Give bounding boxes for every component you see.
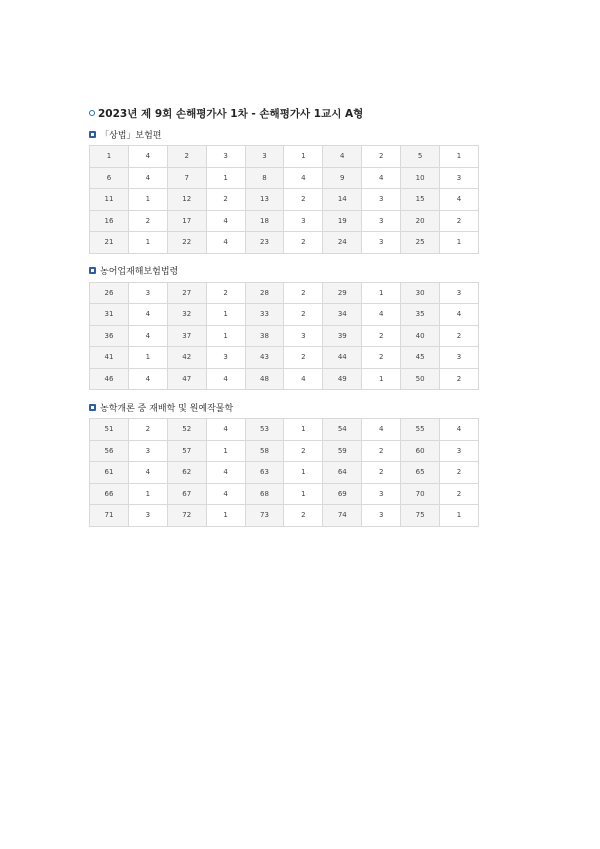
answer-cell: 4 xyxy=(128,146,167,168)
table-row xyxy=(90,483,479,505)
table-row xyxy=(90,282,479,304)
answer-cell: 3 xyxy=(440,167,479,189)
answer-cell: 2 xyxy=(284,505,323,527)
question-number-cell: 12 xyxy=(167,189,206,211)
answer-cell: 1 xyxy=(206,440,245,462)
square-bullet-icon xyxy=(89,404,96,411)
table-row xyxy=(90,167,479,189)
answer-cell: 4 xyxy=(128,368,167,390)
question-number-cell: 7 xyxy=(167,167,206,189)
question-number-cell: 35 xyxy=(401,304,440,326)
question-number-cell: 33 xyxy=(245,304,284,326)
answer-cell: 1 xyxy=(128,483,167,505)
answer-cell: 4 xyxy=(128,304,167,326)
table-row xyxy=(90,210,479,232)
question-number-cell: 20 xyxy=(401,210,440,232)
answer-cell: 1 xyxy=(362,368,401,390)
question-number-cell: 6 xyxy=(90,167,129,189)
question-number-cell: 21 xyxy=(90,232,129,254)
question-number-cell: 13 xyxy=(245,189,284,211)
answer-cell: 3 xyxy=(206,146,245,168)
question-number-cell: 48 xyxy=(245,368,284,390)
table-row xyxy=(90,232,479,254)
question-number-cell: 50 xyxy=(401,368,440,390)
table-row xyxy=(90,304,479,326)
table-row xyxy=(90,462,479,484)
answer-table-commercial-law xyxy=(89,145,479,254)
answer-cell: 4 xyxy=(206,368,245,390)
question-number-cell: 42 xyxy=(167,347,206,369)
question-number-cell: 34 xyxy=(323,304,362,326)
answer-cell: 1 xyxy=(206,505,245,527)
answer-cell: 2 xyxy=(440,483,479,505)
question-number-cell: 41 xyxy=(90,347,129,369)
question-number-cell: 27 xyxy=(167,282,206,304)
question-number-cell: 65 xyxy=(401,462,440,484)
question-number-cell: 63 xyxy=(245,462,284,484)
answer-cell: 1 xyxy=(440,232,479,254)
answer-cell: 4 xyxy=(128,462,167,484)
question-number-cell: 30 xyxy=(401,282,440,304)
question-number-cell: 37 xyxy=(167,325,206,347)
question-number-cell: 40 xyxy=(401,325,440,347)
question-number-cell: 15 xyxy=(401,189,440,211)
answer-cell: 1 xyxy=(440,146,479,168)
answer-cell: 3 xyxy=(440,440,479,462)
question-number-cell: 5 xyxy=(401,146,440,168)
answer-cell: 1 xyxy=(284,483,323,505)
question-number-cell: 71 xyxy=(90,505,129,527)
question-number-cell: 26 xyxy=(90,282,129,304)
square-bullet-icon xyxy=(89,131,96,138)
question-number-cell: 69 xyxy=(323,483,362,505)
answer-cell: 1 xyxy=(128,189,167,211)
answer-cell: 3 xyxy=(128,440,167,462)
answer-cell: 2 xyxy=(128,419,167,441)
question-number-cell: 54 xyxy=(323,419,362,441)
answer-cell: 2 xyxy=(284,347,323,369)
question-number-cell: 4 xyxy=(323,146,362,168)
question-number-cell: 10 xyxy=(401,167,440,189)
question-number-cell: 64 xyxy=(323,462,362,484)
answer-cell: 4 xyxy=(440,304,479,326)
question-number-cell: 38 xyxy=(245,325,284,347)
table-row xyxy=(90,189,479,211)
answer-cell: 1 xyxy=(206,325,245,347)
question-number-cell: 43 xyxy=(245,347,284,369)
question-number-cell: 61 xyxy=(90,462,129,484)
question-number-cell: 44 xyxy=(323,347,362,369)
table-row xyxy=(90,505,479,527)
question-number-cell: 19 xyxy=(323,210,362,232)
answer-cell: 1 xyxy=(284,146,323,168)
answer-cell: 4 xyxy=(128,167,167,189)
answer-cell: 2 xyxy=(362,146,401,168)
answer-cell: 2 xyxy=(362,325,401,347)
question-number-cell: 68 xyxy=(245,483,284,505)
question-number-cell: 74 xyxy=(323,505,362,527)
question-number-cell: 72 xyxy=(167,505,206,527)
question-number-cell: 62 xyxy=(167,462,206,484)
question-number-cell: 32 xyxy=(167,304,206,326)
answer-cell: 4 xyxy=(440,189,479,211)
section-heading-text: 「상법」보험편 xyxy=(100,130,162,141)
answer-cell: 4 xyxy=(128,325,167,347)
answer-cell: 1 xyxy=(440,505,479,527)
question-number-cell: 22 xyxy=(167,232,206,254)
question-number-cell: 16 xyxy=(90,210,129,232)
answer-cell: 3 xyxy=(362,210,401,232)
question-number-cell: 67 xyxy=(167,483,206,505)
section-heading-agronomy xyxy=(89,400,481,414)
answer-table-agronomy xyxy=(89,418,479,527)
question-number-cell: 47 xyxy=(167,368,206,390)
circle-bullet-icon xyxy=(89,110,95,116)
question-number-cell: 3 xyxy=(245,146,284,168)
question-number-cell: 11 xyxy=(90,189,129,211)
question-number-cell: 51 xyxy=(90,419,129,441)
page-title xyxy=(89,104,481,122)
question-number-cell: 23 xyxy=(245,232,284,254)
answer-cell: 3 xyxy=(362,483,401,505)
question-number-cell: 39 xyxy=(323,325,362,347)
answer-cell: 2 xyxy=(440,368,479,390)
answer-cell: 1 xyxy=(206,167,245,189)
answer-cell: 4 xyxy=(206,483,245,505)
square-bullet-icon xyxy=(89,267,96,274)
answer-cell: 4 xyxy=(362,167,401,189)
answer-cell: 3 xyxy=(362,232,401,254)
section-heading-text: 농학개론 중 재배학 및 원예작물학 xyxy=(100,403,234,414)
answer-cell: 2 xyxy=(440,210,479,232)
answer-cell: 3 xyxy=(284,325,323,347)
table-row xyxy=(90,146,479,168)
table-row xyxy=(90,440,479,462)
answer-cell: 4 xyxy=(206,232,245,254)
answer-cell: 1 xyxy=(206,304,245,326)
table-row xyxy=(90,368,479,390)
answer-cell: 2 xyxy=(284,282,323,304)
answer-cell: 2 xyxy=(440,462,479,484)
answer-cell: 2 xyxy=(440,325,479,347)
answer-cell: 4 xyxy=(362,304,401,326)
question-number-cell: 14 xyxy=(323,189,362,211)
question-number-cell: 2 xyxy=(167,146,206,168)
answer-cell: 1 xyxy=(284,462,323,484)
answer-cell: 2 xyxy=(362,440,401,462)
answer-cell: 2 xyxy=(284,440,323,462)
question-number-cell: 57 xyxy=(167,440,206,462)
table-row xyxy=(90,347,479,369)
answer-cell: 2 xyxy=(206,282,245,304)
answer-cell: 3 xyxy=(128,282,167,304)
answer-cell: 2 xyxy=(128,210,167,232)
answer-cell: 2 xyxy=(362,347,401,369)
question-number-cell: 17 xyxy=(167,210,206,232)
question-number-cell: 53 xyxy=(245,419,284,441)
question-number-cell: 55 xyxy=(401,419,440,441)
answer-cell: 2 xyxy=(284,232,323,254)
answer-cell: 3 xyxy=(440,347,479,369)
question-number-cell: 8 xyxy=(245,167,284,189)
answer-cell: 4 xyxy=(206,419,245,441)
question-number-cell: 31 xyxy=(90,304,129,326)
answer-cell: 3 xyxy=(206,347,245,369)
answer-cell: 3 xyxy=(284,210,323,232)
answer-cell: 3 xyxy=(362,189,401,211)
answer-cell: 2 xyxy=(284,304,323,326)
question-number-cell: 56 xyxy=(90,440,129,462)
answer-cell: 4 xyxy=(206,210,245,232)
question-number-cell: 18 xyxy=(245,210,284,232)
answer-cell: 1 xyxy=(128,232,167,254)
question-number-cell: 66 xyxy=(90,483,129,505)
question-number-cell: 58 xyxy=(245,440,284,462)
question-number-cell: 60 xyxy=(401,440,440,462)
answer-cell: 4 xyxy=(284,167,323,189)
table-row xyxy=(90,419,479,441)
question-number-cell: 24 xyxy=(323,232,362,254)
answer-cell: 4 xyxy=(362,419,401,441)
answer-cell: 3 xyxy=(362,505,401,527)
question-number-cell: 73 xyxy=(245,505,284,527)
answer-cell: 2 xyxy=(362,462,401,484)
answer-key-document xyxy=(89,104,481,527)
answer-cell: 2 xyxy=(284,189,323,211)
question-number-cell: 28 xyxy=(245,282,284,304)
answer-cell: 3 xyxy=(128,505,167,527)
answer-cell: 4 xyxy=(284,368,323,390)
question-number-cell: 36 xyxy=(90,325,129,347)
question-number-cell: 52 xyxy=(167,419,206,441)
question-number-cell: 1 xyxy=(90,146,129,168)
answer-cell: 1 xyxy=(128,347,167,369)
question-number-cell: 29 xyxy=(323,282,362,304)
answer-cell: 4 xyxy=(206,462,245,484)
question-number-cell: 59 xyxy=(323,440,362,462)
answer-cell: 1 xyxy=(362,282,401,304)
question-number-cell: 46 xyxy=(90,368,129,390)
answer-cell: 2 xyxy=(206,189,245,211)
question-number-cell: 25 xyxy=(401,232,440,254)
answer-cell: 4 xyxy=(440,419,479,441)
table-row xyxy=(90,325,479,347)
answer-table-disaster-insurance-law xyxy=(89,282,479,391)
question-number-cell: 9 xyxy=(323,167,362,189)
answer-cell: 3 xyxy=(440,282,479,304)
question-number-cell: 49 xyxy=(323,368,362,390)
question-number-cell: 70 xyxy=(401,483,440,505)
question-number-cell: 75 xyxy=(401,505,440,527)
page-title-text: 2023년 제 9회 손해평가사 1차 - 손해평가사 1교시 A형 xyxy=(98,107,364,120)
section-heading-text: 농어업재해보험법령 xyxy=(100,267,179,277)
question-number-cell: 45 xyxy=(401,347,440,369)
section-heading-commercial-law xyxy=(89,127,481,141)
section-heading-disaster-insurance-law xyxy=(89,264,481,278)
answer-cell: 1 xyxy=(284,419,323,441)
